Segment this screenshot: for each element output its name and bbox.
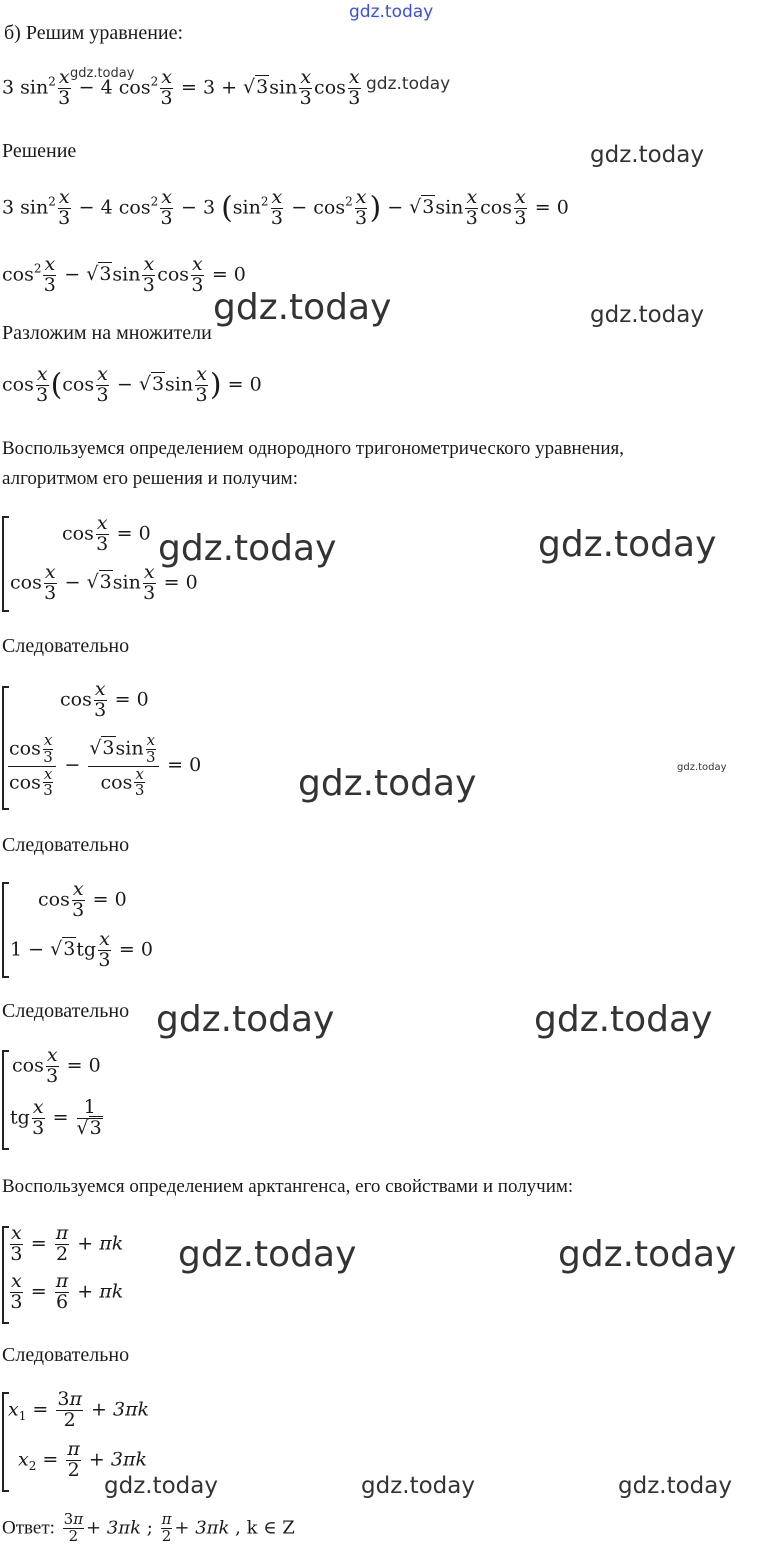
watermark-top: gdz.today (349, 2, 434, 22)
system3-eq1: cos $\frac{x}{3}$ = 0 (38, 878, 127, 921)
watermark: gdz.today (590, 302, 704, 328)
equation-step-2: $\cos^2$ $\frac{x}{3}$ − √3sin $\frac{x}{3}$ cos $\frac{x}{3}$ = 0 (2, 253, 246, 296)
watermark: gdz.today (298, 763, 477, 804)
label-therefore: Следовательно (2, 1344, 130, 1366)
system-bracket (2, 1050, 9, 1150)
answer-line: Ответ: $\frac{3\pi}{2}$ + 3πk ; $\frac{\pi}{2}$ + 3πk , k ∈ Z (2, 1510, 295, 1545)
watermark: gdz.today (178, 1234, 357, 1275)
watermark: gdz.today (558, 1234, 737, 1275)
equation-original: 3 $\sin^2$ $\frac{x}{3}$ − 4 $\cos^2$ $\frac{x}{3}$ = 3 + √3sin $\frac{x}{3}$ cos $\frac{x}{3}$ (2, 66, 361, 109)
watermark: gdz.today (70, 66, 135, 81)
system5-eq1: $\frac{x}{3}$ = $\frac{\pi}{2}$ + πk (10, 1222, 124, 1265)
label-therefore: Следовательно (2, 834, 130, 856)
system3-eq2: 1 − √3tg $\frac{x}{3}$ = 0 (10, 928, 153, 971)
text-use-definition-2: алгоритмом его решения и получим: (2, 468, 298, 489)
watermark: gdz.today (366, 74, 451, 94)
watermark: gdz.today (158, 528, 337, 569)
watermark: gdz.today (677, 762, 727, 773)
label-therefore: Следовательно (2, 635, 130, 657)
system2-eq2: cos $\frac{x}{3}$ cos $\frac{x}{3}$ − √3sin $\frac{x}{3}$ cos $\frac{x}{3}$ = 0 (9, 731, 202, 800)
watermark: gdz.today (590, 142, 704, 168)
equation-factored: cos $\frac{x}{3}$ (cos $\frac{x}{3}$ − √3sin $\frac{x}{3}$ ) = 0 (2, 363, 262, 406)
system-bracket (2, 516, 9, 612)
system4-eq2: tg $\frac{x}{3}$ = $\frac{1}{√3}$ (10, 1096, 102, 1139)
equation-step-1: 3 $\sin^2$ $\frac{x}{3}$ − 4 $\cos^2$ $\frac{x}{3}$ − 3 ($\sin^2$ $\frac{x}{3}$ − $\cos^2$ $\frac{x}{3}$ ) − √3sin $\frac{x}{3}$ cos $\frac{x}{3}$ = 0 (2, 186, 569, 229)
system1-eq2: cos $\frac{x}{3}$ − √3sin $\frac{x}{3}$ = 0 (10, 561, 198, 604)
system6-eq2: $x_2$ = $\frac{\pi}{2}$ + 3πk (18, 1438, 147, 1481)
label-factor: Разложим на множители (2, 322, 212, 344)
text-use-definition-1: Воспользуемся определением однородного тригонометрического уравнения, (2, 438, 624, 459)
problem-heading: б) Решим уравнение: (4, 22, 184, 44)
label-solution: Решение (2, 140, 77, 162)
system4-eq1: cos $\frac{x}{3}$ = 0 (12, 1044, 101, 1087)
watermark: gdz.today (156, 999, 335, 1040)
system2-eq1: cos $\frac{x}{3}$ = 0 (60, 678, 149, 721)
text-use-arctan: Воспользуемся определением арктангенса, его свойствами и получим: (2, 1176, 574, 1197)
system1-eq1: cos $\frac{x}{3}$ = 0 (62, 512, 151, 555)
watermark: gdz.today (361, 1473, 475, 1499)
system6-eq1: $x_1$ = $\frac{3\pi}{2}$ + 3πk (8, 1388, 150, 1431)
watermark: gdz.today (618, 1473, 732, 1499)
watermark: gdz.today (104, 1473, 218, 1499)
system-bracket (2, 882, 9, 978)
answer-label: Ответ: (2, 1517, 55, 1539)
watermark: gdz.today (538, 524, 717, 565)
watermark: gdz.today (534, 999, 713, 1040)
system5-eq2: $\frac{x}{3}$ = $\frac{\pi}{6}$ + πk (10, 1270, 124, 1313)
label-therefore: Следовательно (2, 1000, 130, 1022)
watermark: gdz.today (213, 287, 392, 328)
